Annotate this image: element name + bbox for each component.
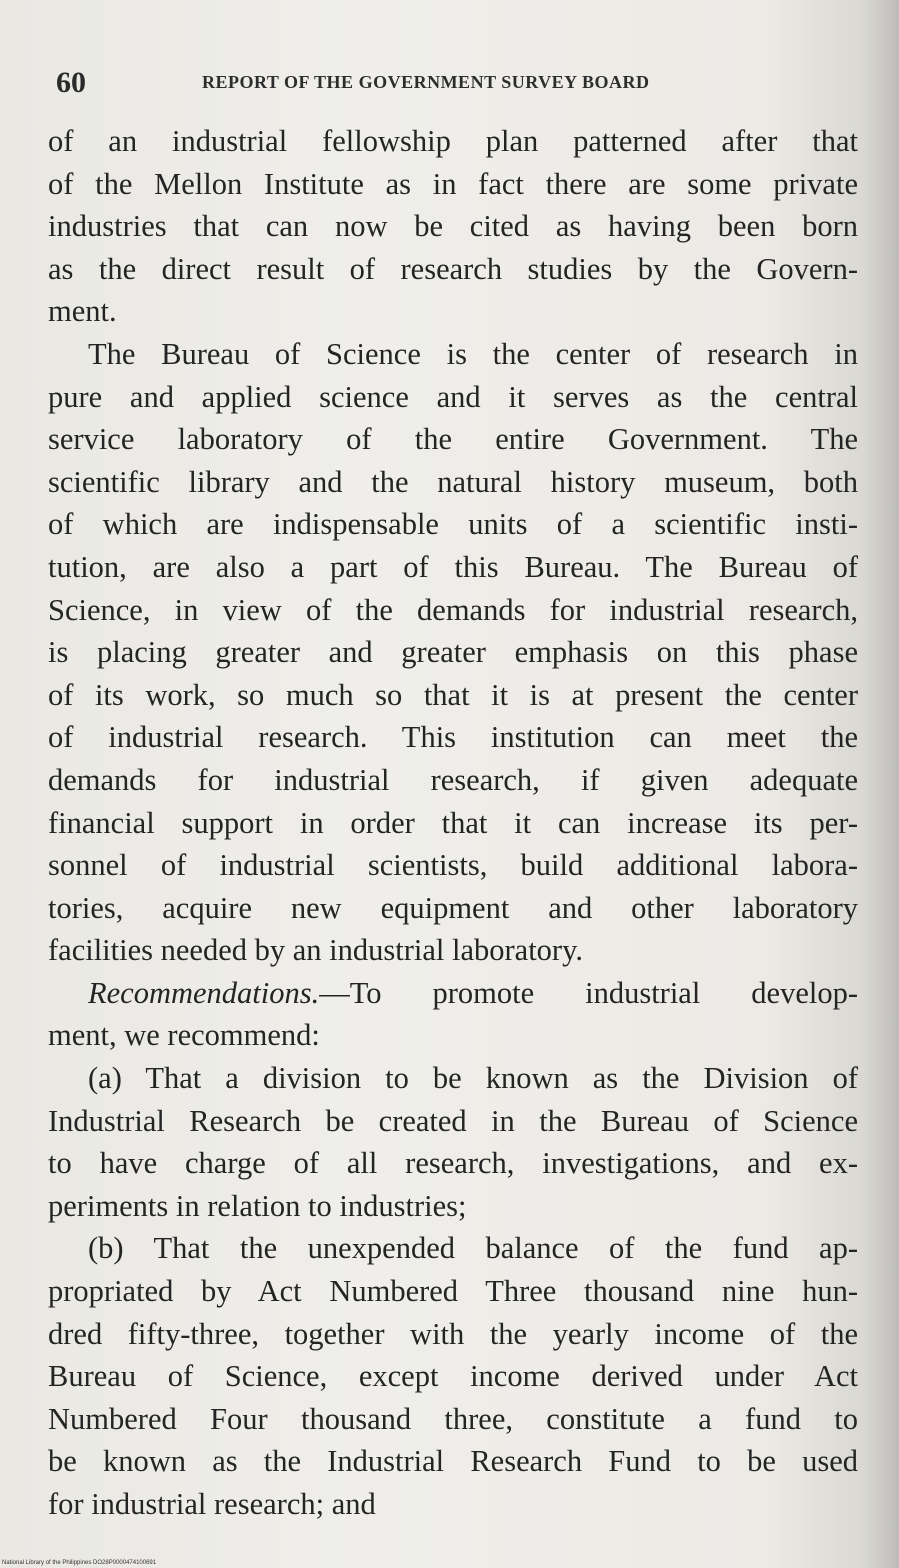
text-line: to have charge of all research, investigations, and ex- — [48, 1146, 858, 1181]
scan-source-footer: National Library of the Philippines DO28P0000474100691 — [2, 1560, 157, 1566]
text-line: The Bureau of Science is the center of research in — [88, 336, 858, 371]
page-number: 60 — [56, 66, 86, 99]
text-line: as the direct result of research studies by the Govern- — [48, 251, 858, 286]
text-line: propriated by Act Numbered Three thousand nine hun- — [48, 1274, 858, 1309]
item-a-first-line — [48, 1057, 858, 1100]
text-line: Numbered Four thousand three, constitute a fund to — [48, 1401, 858, 1436]
text-line: demands for industrial research, if given adequate — [48, 762, 858, 797]
body-text — [48, 120, 858, 1526]
text-line: Science, in view of the demands for industrial research, — [48, 592, 858, 627]
page-header — [52, 66, 852, 106]
text-line: industries that can now be cited as having been born — [48, 209, 858, 244]
item-a-text: That a division to be known as the Division of — [145, 1061, 858, 1096]
text-line: ment, we recommend: — [48, 1018, 320, 1053]
item-b-text: That the unexpended balance of the fund ap- — [153, 1231, 858, 1266]
text-line: Bureau of Science, except income derived under Act — [48, 1359, 858, 1394]
text-line: sonnel of industrial scientists, build additional labora- — [48, 848, 858, 883]
text-line: tution, are also a part of this Bureau. The Bureau of — [48, 549, 858, 584]
item-b-marker: (b) — [88, 1231, 124, 1266]
text-line: of industrial research. This institution can meet the — [48, 720, 858, 755]
recommendations-line — [48, 972, 858, 1015]
recommendations-heading: Recommendations. — [88, 975, 320, 1010]
text-line: is placing greater and greater emphasis on this phase — [48, 635, 858, 670]
text-line: service laboratory of the entire Government. The — [48, 422, 858, 457]
text-line: facilities needed by an industrial laboratory. — [48, 933, 583, 968]
item-a-marker: (a) — [88, 1061, 122, 1096]
text-line: financial support in order that it can increase its per- — [48, 805, 858, 840]
running-head: REPORT OF THE GOVERNMENT SURVEY BOARD — [202, 72, 650, 92]
text-line: dred fifty-three, together with the yearly income of the — [48, 1316, 858, 1351]
text-line: pure and applied science and it serves as the central — [48, 379, 858, 414]
text-line: Industrial Research be created in the Bureau of Science — [48, 1103, 858, 1138]
text-line: tories, acquire new equipment and other laboratory — [48, 890, 858, 925]
text-line: of its work, so much so that it is at present the center — [48, 677, 858, 712]
recommendations-text: —To promote industrial develop- — [319, 975, 858, 1010]
text-line: for industrial research; and — [48, 1487, 376, 1521]
text-line: of an industrial fellowship plan patterned after that — [48, 124, 858, 158]
text-line: be known as the Industrial Research Fund to be used — [48, 1444, 858, 1479]
text-line: periments in relation to industries; — [48, 1188, 467, 1223]
item-b-first-line — [48, 1227, 858, 1270]
text-line: scientific library and the natural history museum, both — [48, 464, 858, 499]
text-line: ment. — [48, 294, 117, 329]
text-line: of the Mellon Institute as in fact there are some private — [48, 166, 858, 201]
text-line: of which are indispensable units of a scientific insti- — [48, 507, 858, 542]
